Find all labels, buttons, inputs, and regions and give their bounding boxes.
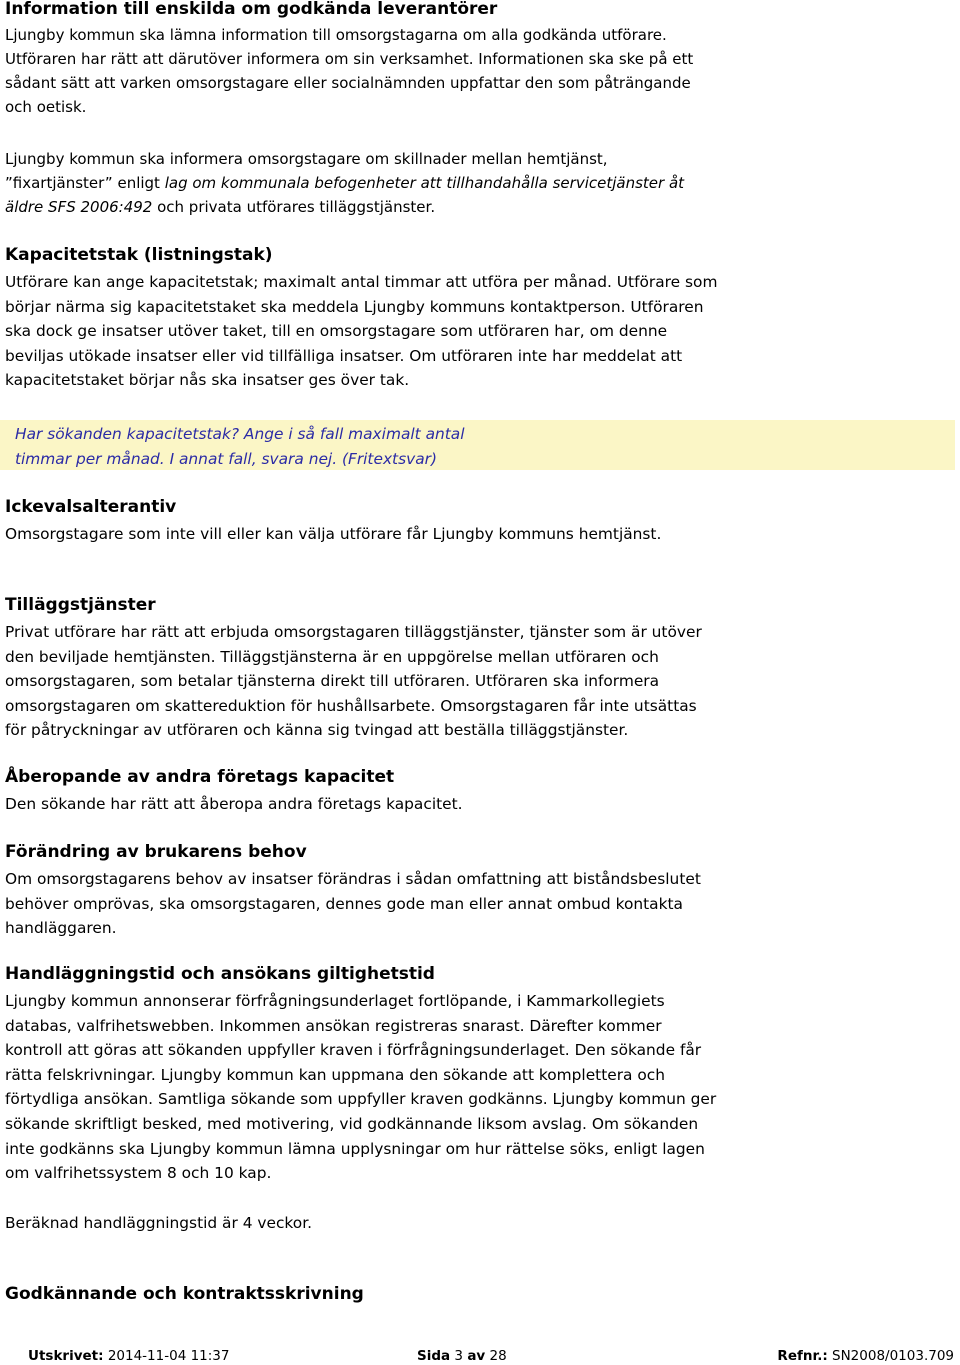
- text-line: Den sökande har rätt att åberopa andra företags kapacitet.: [5, 795, 463, 813]
- question-box: [0, 420, 955, 470]
- law-title: äldre SFS 2006:492: [5, 198, 153, 216]
- section-information: [5, 0, 497, 21]
- text-line: Beräknad handläggningstid är 4 veckor.: [5, 1214, 313, 1232]
- printed-date: [28, 1347, 229, 1365]
- ref-label: Refnr.:: [777, 1348, 828, 1364]
- paragraph: [5, 792, 463, 817]
- section-heading: Åberopande av andra företags kapacitet: [5, 767, 395, 787]
- text-line: den beviljade hemtjänsten. Tilläggstjänsterna är en uppgörelse mellan utföraren och: [5, 647, 659, 666]
- text-line: börjar närma sig kapacitetstaket ska meddela Ljungby kommuns kontaktperson. Utföraren: [5, 297, 704, 316]
- section-tillaggstjanster: [5, 593, 156, 617]
- section-kapacitetstak: [5, 243, 273, 267]
- text-line: sådant sätt att varken omsorgstagare eller socialnämnden uppfattar den som påträngande: [5, 74, 691, 92]
- question-line: Har sökanden kapacitetstak? Ange i så fall maximalt antal: [15, 425, 465, 443]
- text-line: inte godkänns ska Ljungby kommun lämna upplysningar om hur rättelse söks, enligt lagen: [5, 1139, 705, 1158]
- section-heading: Förändring av brukarens behov: [5, 842, 307, 862]
- text-line: för påtryckningar av utföraren och känna sig tvingad att beställa tilläggstjänster.: [5, 721, 629, 740]
- section-heading: Godkännande och kontraktsskrivning: [5, 1284, 364, 1304]
- text-run: och privata utförares tilläggstjänster.: [152, 198, 436, 216]
- paragraph: [5, 989, 716, 1186]
- text-line: Om omsorgstagarens behov av insatser förändras i sådan omfattning att biståndsbeslutet: [5, 870, 701, 888]
- paragraph: [5, 1211, 312, 1236]
- printed-label: Utskrivet:: [28, 1348, 104, 1364]
- question-line: timmar per månad. I annat fall, svara nej. (Fritextsvar): [15, 449, 437, 468]
- text-line: Ljungby kommun annonserar förfrågningsunderlaget fortlöpande, i Kammarkollegiets: [5, 992, 665, 1010]
- text-line: Ljungby kommun ska informera omsorgstagare om skillnader mellan hemtjänst,: [5, 150, 608, 168]
- text-line: [5, 195, 684, 219]
- paragraph: [5, 147, 684, 219]
- page-total: 28: [489, 1348, 507, 1364]
- printed-value: 2014-11-04 11:37: [103, 1348, 230, 1364]
- text-line: omsorgstagaren om skattereduktion för hushållsarbete. Omsorgstagaren får inte utsättas: [5, 696, 697, 715]
- text-line: Utförare kan ange kapacitetstak; maximalt antal timmar att utföra per månad. Utförare som: [5, 273, 718, 291]
- section-heading: Information till enskilda om godkända leverantörer: [5, 0, 498, 19]
- reference-number: [777, 1347, 954, 1365]
- text-line: Omsorgstagare som inte vill eller kan välja utförare får Ljungby kommuns hemtjänst.: [5, 525, 662, 543]
- section-forandring: [5, 840, 307, 864]
- text-line: Privat utförare har rätt att erbjuda omsorgstagaren tilläggstjänster, tjänster som är utöver: [5, 623, 702, 641]
- text-line: förtydliga ansökan. Samtliga sökande som uppfyller kraven godkänns. Ljungby kommun ger: [5, 1090, 717, 1109]
- section-heading: Ickevalsalterantiv: [5, 497, 177, 517]
- section-heading: Handläggningstid och ansökans giltighetstid: [5, 964, 435, 984]
- page-current: 3: [454, 1348, 464, 1364]
- law-title: lag om kommunala befogenheter att tillhandahålla servicetjänster åt: [164, 174, 685, 192]
- text-line: [5, 171, 684, 195]
- section-heading: Tilläggstjänster: [5, 595, 156, 615]
- text-line: om valfrihetssystem 8 och 10 kap.: [5, 1164, 272, 1183]
- section-godkannande: [5, 1282, 364, 1306]
- paragraph: [5, 522, 661, 547]
- page-of: av: [467, 1348, 486, 1364]
- paragraph: [5, 23, 693, 119]
- text-line: behöver omprövas, ska omsorgstagaren, dennes gode man eller annat ombud kontakta: [5, 894, 683, 913]
- text-line: Utföraren har rätt att därutöver informera om sin verksamhet. Informationen ska ske på ett: [5, 50, 694, 68]
- ref-value: SN2008/0103.709: [827, 1348, 954, 1364]
- text-line: databas, valfrihetswebben. Inkommen ansökan registreras snarast. Därefter kommer: [5, 1016, 662, 1035]
- paragraph: [5, 620, 702, 743]
- page-label: Sida: [417, 1348, 451, 1364]
- paragraph: [5, 270, 717, 393]
- section-heading: Kapacitetstak (listningstak): [5, 245, 273, 265]
- text-line: beviljas utökade insatser eller vid tillfälliga insatser. Om utföraren inte har meddelat att: [5, 346, 683, 365]
- text-line: ska dock ge insatser utöver taket, till en omsorgstagare som utföraren har, om denne: [5, 322, 668, 341]
- section-aberopande: [5, 765, 394, 789]
- text-line: kapacitetstaket börjar nås ska insatser ges över tak.: [5, 371, 410, 390]
- text-line: omsorgstagaren, som betalar tjänsterna direkt till utföraren. Utföraren ska informera: [5, 672, 660, 691]
- text-line: handläggaren.: [5, 919, 117, 938]
- text-line: kontroll att göras att sökanden uppfyller kraven i förfrågningsunderlaget. Den sökande får: [5, 1041, 702, 1060]
- text-line: sökande skriftligt besked, med motivering, vid godkännande liksom avslag. Om sökanden: [5, 1114, 699, 1133]
- page-number: [417, 1347, 507, 1365]
- text-line: Ljungby kommun ska lämna information till omsorgstagarna om alla godkända utförare.: [5, 26, 667, 44]
- section-ickeval: [5, 495, 176, 519]
- paragraph: [5, 867, 701, 941]
- section-handlaggningstid: [5, 962, 435, 986]
- text-line: och oetisk.: [5, 98, 87, 116]
- text-line: rätta felskrivningar. Ljungby kommun kan uppmana den sökande att komplettera och: [5, 1065, 665, 1084]
- text-run: ”fixartjänster” enligt: [5, 174, 165, 192]
